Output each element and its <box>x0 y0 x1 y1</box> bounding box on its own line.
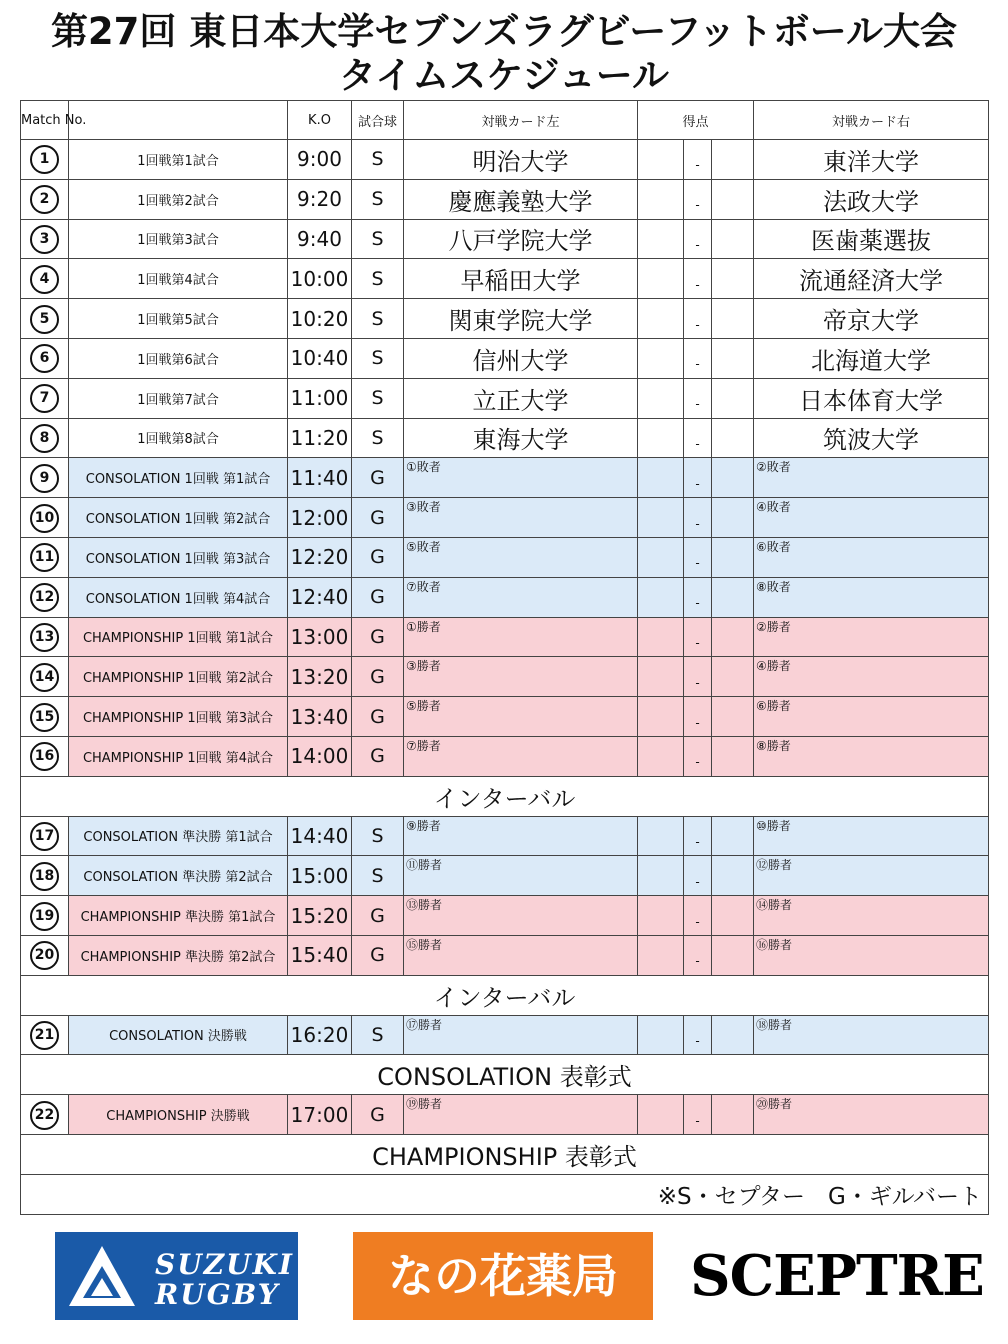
interval-band-1: インターバル <box>21 776 989 816</box>
table-row <box>21 219 989 259</box>
match-number: 8 <box>30 424 59 453</box>
score-right <box>712 378 754 418</box>
match-number-cell <box>21 657 69 697</box>
table-row <box>21 378 989 418</box>
match-ball: G <box>352 617 404 657</box>
kickoff-time: 15:20 <box>288 896 352 936</box>
score-right <box>712 736 754 776</box>
score-dash: - <box>695 1033 700 1048</box>
score-right <box>712 537 754 577</box>
score-dash: - <box>695 675 700 690</box>
kickoff-time: 12:40 <box>288 577 352 617</box>
match-ball: S <box>352 816 404 856</box>
team-left: ③敗者 <box>404 498 638 538</box>
schedule-table <box>20 100 989 1215</box>
header-ball: 試合球 <box>352 101 404 140</box>
match-number: 12 <box>30 583 59 612</box>
match-number-cell <box>21 458 69 498</box>
score-dash: - <box>695 357 700 372</box>
score-left <box>638 140 684 180</box>
score-right <box>712 816 754 856</box>
score-dash: - <box>695 874 700 889</box>
team-right: ⑯勝者 <box>754 935 989 975</box>
score-left <box>638 736 684 776</box>
match-description: CHAMPIONSHIP 1回戦 第1試合 <box>69 617 288 657</box>
score-dash-cell <box>684 219 712 259</box>
match-ball: G <box>352 697 404 737</box>
score-dash-cell <box>684 378 712 418</box>
team-right: ④敗者 <box>754 498 989 538</box>
table-header <box>21 101 989 140</box>
score-dash-cell <box>684 816 712 856</box>
score-left <box>638 418 684 458</box>
score-dash-cell <box>684 418 712 458</box>
team-right: ⑱勝者 <box>754 1015 989 1055</box>
score-dash: - <box>695 1113 700 1128</box>
score-right <box>712 338 754 378</box>
match-ball: G <box>352 577 404 617</box>
kickoff-time: 15:00 <box>288 856 352 896</box>
score-right <box>712 259 754 299</box>
table-row <box>21 537 989 577</box>
score-right <box>712 577 754 617</box>
score-left <box>638 697 684 737</box>
score-right <box>712 498 754 538</box>
score-right <box>712 935 754 975</box>
team-left: ⑦勝者 <box>404 736 638 776</box>
match-number-cell <box>21 140 69 180</box>
team-left: 早稲田大学 <box>404 259 638 299</box>
match-number-cell <box>21 219 69 259</box>
match-number: 4 <box>30 265 59 294</box>
score-dash-cell <box>684 140 712 180</box>
team-left: ⑤勝者 <box>404 697 638 737</box>
score-right <box>712 896 754 936</box>
score-dash-cell <box>684 498 712 538</box>
match-number: 15 <box>30 703 59 732</box>
table-row <box>21 338 989 378</box>
kickoff-time: 10:00 <box>288 259 352 299</box>
match-description: 1回戦第8試合 <box>69 418 288 458</box>
kickoff-time: 17:00 <box>288 1095 352 1135</box>
score-dash-cell <box>684 935 712 975</box>
kickoff-time: 13:00 <box>288 617 352 657</box>
score-left <box>638 537 684 577</box>
score-left <box>638 498 684 538</box>
table-row <box>21 935 989 975</box>
score-dash: - <box>695 476 700 491</box>
kickoff-time: 11:00 <box>288 378 352 418</box>
score-left <box>638 935 684 975</box>
score-dash: - <box>695 436 700 451</box>
interval-band-2: インターバル <box>21 975 989 1015</box>
ball-note: ※S・セプター G・ギルバート <box>21 1174 989 1214</box>
team-left: ①勝者 <box>404 617 638 657</box>
kickoff-time: 12:00 <box>288 498 352 538</box>
score-dash: - <box>695 715 700 730</box>
match-ball: G <box>352 537 404 577</box>
score-right <box>712 1015 754 1055</box>
table-row <box>21 736 989 776</box>
match-description: CHAMPIONSHIP 準決勝 第2試合 <box>69 935 288 975</box>
triangle-icon <box>67 1244 137 1308</box>
team-right: 北海道大学 <box>754 338 989 378</box>
team-left: ①敗者 <box>404 458 638 498</box>
interval-band-2-row <box>21 975 989 1015</box>
score-dash-cell <box>684 896 712 936</box>
score-dash-cell <box>684 577 712 617</box>
match-ball: S <box>352 179 404 219</box>
match-description: 1回戦第6試合 <box>69 338 288 378</box>
team-left: ⑦敗者 <box>404 577 638 617</box>
table-row <box>21 697 989 737</box>
score-dash: - <box>695 198 700 213</box>
match-number-cell <box>21 935 69 975</box>
team-right: 東洋大学 <box>754 140 989 180</box>
table-row <box>21 299 989 339</box>
score-right <box>712 856 754 896</box>
table-row <box>21 896 989 936</box>
team-right: ⑩勝者 <box>754 816 989 856</box>
match-ball: G <box>352 1095 404 1135</box>
score-dash-cell <box>684 179 712 219</box>
score-right <box>712 458 754 498</box>
score-right <box>712 299 754 339</box>
suzuki-logo-line1: SUZUKI <box>155 1248 294 1281</box>
match-description: 1回戦第2試合 <box>69 179 288 219</box>
score-dash: - <box>695 317 700 332</box>
team-right: 日本体育大学 <box>754 378 989 418</box>
kickoff-time: 11:40 <box>288 458 352 498</box>
match-ball: G <box>352 657 404 697</box>
score-dash-cell <box>684 697 712 737</box>
score-dash-cell <box>684 537 712 577</box>
table-row <box>21 617 989 657</box>
match-number-cell <box>21 736 69 776</box>
table-row <box>21 458 989 498</box>
match-number-cell <box>21 418 69 458</box>
match-ball: S <box>352 299 404 339</box>
team-left: ⑨勝者 <box>404 816 638 856</box>
score-dash: - <box>695 635 700 650</box>
team-right: ②勝者 <box>754 617 989 657</box>
score-right <box>712 617 754 657</box>
team-right: ⑥敗者 <box>754 537 989 577</box>
table-row <box>21 259 989 299</box>
kickoff-time: 14:00 <box>288 736 352 776</box>
match-number: 21 <box>30 1021 59 1050</box>
team-left: 関東学院大学 <box>404 299 638 339</box>
match-ball: S <box>352 219 404 259</box>
nanohana-pharmacy-logo: なの花薬局 <box>353 1232 653 1320</box>
score-dash-cell <box>684 299 712 339</box>
team-left: 明治大学 <box>404 140 638 180</box>
match-description: CONSOLATION 1回戦 第3試合 <box>69 537 288 577</box>
team-right: ⑥勝者 <box>754 697 989 737</box>
score-left <box>638 896 684 936</box>
match-number-cell <box>21 498 69 538</box>
score-right <box>712 140 754 180</box>
team-right: ⑧敗者 <box>754 577 989 617</box>
score-dash-cell <box>684 458 712 498</box>
match-number: 13 <box>30 623 59 652</box>
team-right: ⑧勝者 <box>754 736 989 776</box>
team-right: 流通経済大学 <box>754 259 989 299</box>
score-left <box>638 299 684 339</box>
score-left <box>638 1015 684 1055</box>
match-number: 3 <box>30 225 59 254</box>
match-number: 1 <box>30 145 59 174</box>
score-left <box>638 856 684 896</box>
score-left <box>638 617 684 657</box>
team-right: ④勝者 <box>754 657 989 697</box>
match-number: 18 <box>30 862 59 891</box>
match-description: CONSOLATION 準決勝 第1試合 <box>69 816 288 856</box>
score-dash: - <box>695 277 700 292</box>
match-number-cell <box>21 378 69 418</box>
match-number-cell <box>21 338 69 378</box>
match-number: 22 <box>30 1101 59 1130</box>
match-ball: G <box>352 458 404 498</box>
match-description: CONSOLATION 準決勝 第2試合 <box>69 856 288 896</box>
score-right <box>712 179 754 219</box>
score-dash: - <box>695 954 700 969</box>
score-right <box>712 697 754 737</box>
match-description: CONSOLATION 1回戦 第1試合 <box>69 458 288 498</box>
match-description: CHAMPIONSHIP 準決勝 第1試合 <box>69 896 288 936</box>
table-row <box>21 1015 989 1055</box>
match-ball: S <box>352 338 404 378</box>
match-description: CHAMPIONSHIP 1回戦 第4試合 <box>69 736 288 776</box>
match-number-cell <box>21 856 69 896</box>
kickoff-time: 10:40 <box>288 338 352 378</box>
table-row <box>21 418 989 458</box>
table-row <box>21 856 989 896</box>
score-dash-cell <box>684 657 712 697</box>
kickoff-time: 15:40 <box>288 935 352 975</box>
match-description: 1回戦第3試合 <box>69 219 288 259</box>
match-ball: S <box>352 378 404 418</box>
score-left <box>638 338 684 378</box>
score-dash-cell <box>684 617 712 657</box>
match-ball: S <box>352 1015 404 1055</box>
score-left <box>638 657 684 697</box>
score-dash: - <box>695 556 700 571</box>
match-number: 7 <box>30 384 59 413</box>
match-number-cell <box>21 259 69 299</box>
match-number: 16 <box>30 742 59 771</box>
table-row <box>21 1095 989 1135</box>
header-left: 対戦カード左 <box>404 101 638 140</box>
match-number: 11 <box>30 543 59 572</box>
score-right <box>712 657 754 697</box>
page-title: 第27回 東日本大学セブンズラグビーフットボール大会 <box>50 10 958 53</box>
match-description: CONSOLATION 決勝戦 <box>69 1015 288 1055</box>
match-number-cell <box>21 299 69 339</box>
kickoff-time: 12:20 <box>288 537 352 577</box>
team-left: 立正大学 <box>404 378 638 418</box>
consolation-ceremony-row <box>21 1055 989 1095</box>
team-left: 慶應義塾大学 <box>404 179 638 219</box>
score-left <box>638 179 684 219</box>
sceptre-logo: SCEPTRE <box>690 1243 984 1309</box>
team-right: ②敗者 <box>754 458 989 498</box>
team-left: ③勝者 <box>404 657 638 697</box>
kickoff-time: 10:20 <box>288 299 352 339</box>
page-subtitle: タイムスケジュール <box>338 54 670 97</box>
table-row <box>21 816 989 856</box>
score-right <box>712 1095 754 1135</box>
match-number-cell <box>21 1015 69 1055</box>
match-ball: S <box>352 259 404 299</box>
match-ball: G <box>352 935 404 975</box>
score-dash: - <box>695 596 700 611</box>
match-ball: G <box>352 896 404 936</box>
kickoff-time: 14:40 <box>288 816 352 856</box>
match-description: 1回戦第5試合 <box>69 299 288 339</box>
score-dash-cell <box>684 856 712 896</box>
kickoff-time: 9:00 <box>288 140 352 180</box>
score-dash: - <box>695 516 700 531</box>
match-number-cell <box>21 617 69 657</box>
match-ball: S <box>352 140 404 180</box>
header-desc <box>69 101 288 140</box>
score-dash: - <box>695 397 700 412</box>
score-dash: - <box>695 755 700 770</box>
match-number-cell <box>21 896 69 936</box>
score-dash-cell <box>684 1095 712 1135</box>
team-left: ⑪勝者 <box>404 856 638 896</box>
match-ball: S <box>352 856 404 896</box>
match-number: 2 <box>30 185 59 214</box>
score-dash: - <box>695 914 700 929</box>
score-left <box>638 577 684 617</box>
team-left: 八戸学院大学 <box>404 219 638 259</box>
match-ball: G <box>352 736 404 776</box>
match-description: 1回戦第7試合 <box>69 378 288 418</box>
team-right: 筑波大学 <box>754 418 989 458</box>
match-number: 9 <box>30 464 59 493</box>
match-number-cell <box>21 537 69 577</box>
team-right: 帝京大学 <box>754 299 989 339</box>
score-left <box>638 259 684 299</box>
team-right: ⑳勝者 <box>754 1095 989 1135</box>
score-dash-cell <box>684 1015 712 1055</box>
match-number-cell <box>21 816 69 856</box>
match-number-cell <box>21 577 69 617</box>
score-dash-cell <box>684 338 712 378</box>
table-row <box>21 657 989 697</box>
team-left: ⑬勝者 <box>404 896 638 936</box>
score-dash-cell <box>684 736 712 776</box>
match-description: 1回戦第4試合 <box>69 259 288 299</box>
match-ball: G <box>352 498 404 538</box>
championship-ceremony-row <box>21 1134 989 1174</box>
score-dash: - <box>695 158 700 173</box>
match-number: 19 <box>30 902 59 931</box>
match-description: CHAMPIONSHIP 1回戦 第2試合 <box>69 657 288 697</box>
score-left <box>638 378 684 418</box>
match-number: 14 <box>30 663 59 692</box>
team-left: ⑮勝者 <box>404 935 638 975</box>
table-row <box>21 577 989 617</box>
kickoff-time: 13:20 <box>288 657 352 697</box>
team-right: 医歯薬選抜 <box>754 219 989 259</box>
kickoff-time: 9:40 <box>288 219 352 259</box>
header-score: 得点 <box>638 101 754 140</box>
kickoff-time: 16:20 <box>288 1015 352 1055</box>
header-right: 対戦カード右 <box>754 101 989 140</box>
score-dash-cell <box>684 259 712 299</box>
team-right: ⑭勝者 <box>754 896 989 936</box>
match-number-cell <box>21 1095 69 1135</box>
match-number: 20 <box>30 941 59 970</box>
consolation-ceremony: CONSOLATION 表彰式 <box>21 1055 989 1095</box>
header-match-no: Match No. <box>21 101 69 140</box>
kickoff-time: 13:40 <box>288 697 352 737</box>
team-left: ⑤敗者 <box>404 537 638 577</box>
score-right <box>712 418 754 458</box>
team-left: 東海大学 <box>404 418 638 458</box>
match-number: 6 <box>30 344 59 373</box>
score-left <box>638 219 684 259</box>
suzuki-logo-line2: RUGBY <box>155 1278 280 1311</box>
match-number-cell <box>21 179 69 219</box>
match-number: 5 <box>30 305 59 334</box>
ball-note-row <box>21 1174 989 1214</box>
score-dash: - <box>695 237 700 252</box>
header-ko: K.O <box>288 101 352 140</box>
interval-band-1-row <box>21 776 989 816</box>
score-left <box>638 458 684 498</box>
team-right: 法政大学 <box>754 179 989 219</box>
score-right <box>712 219 754 259</box>
match-ball: S <box>352 418 404 458</box>
team-left: 信州大学 <box>404 338 638 378</box>
match-description: CONSOLATION 1回戦 第4試合 <box>69 577 288 617</box>
kickoff-time: 11:20 <box>288 418 352 458</box>
championship-ceremony: CHAMPIONSHIP 表彰式 <box>21 1134 989 1174</box>
team-left: ⑰勝者 <box>404 1015 638 1055</box>
table-row <box>21 179 989 219</box>
match-description: CHAMPIONSHIP 決勝戦 <box>69 1095 288 1135</box>
table-row <box>21 498 989 538</box>
team-right: ⑫勝者 <box>754 856 989 896</box>
suzuki-rugby-logo <box>55 1232 298 1320</box>
match-description: CONSOLATION 1回戦 第2試合 <box>69 498 288 538</box>
kickoff-time: 9:20 <box>288 179 352 219</box>
table-row <box>21 140 989 180</box>
team-left: ⑲勝者 <box>404 1095 638 1135</box>
match-number-cell <box>21 697 69 737</box>
match-description: CHAMPIONSHIP 1回戦 第3試合 <box>69 697 288 737</box>
score-left <box>638 816 684 856</box>
score-dash: - <box>695 834 700 849</box>
match-number: 17 <box>30 822 59 851</box>
match-number: 10 <box>30 504 59 533</box>
score-left <box>638 1095 684 1135</box>
match-description: 1回戦第1試合 <box>69 140 288 180</box>
